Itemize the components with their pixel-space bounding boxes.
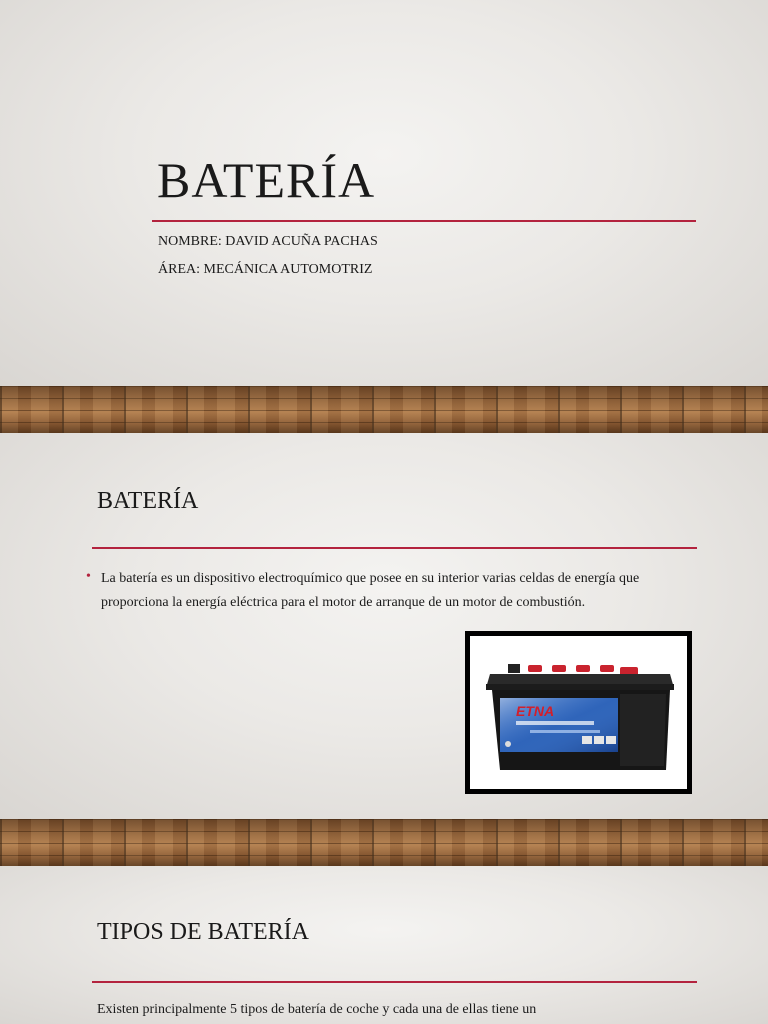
car-battery-illustration: [470, 636, 687, 789]
bullet-marker: •: [86, 569, 91, 584]
content-slide: [0, 866, 768, 1024]
slide-heading: BATERÍA: [97, 488, 199, 514]
content-slide: [0, 433, 768, 819]
battery-image: [465, 631, 692, 794]
title-slide: [0, 0, 768, 386]
bullet-text: La batería es un dispositivo electroquímico que posee en su interior varias celdas de energía que proporciona la energía eléctrica para el motor de arranque de un motor de combustión.: [101, 571, 640, 610]
battery-brand: ETNA: [516, 703, 555, 719]
heading-divider: [92, 981, 697, 983]
area-subtitle: ÁREA: MECÁNICA AUTOMOTRIZ: [158, 262, 373, 277]
paragraph-text: Existen principalmente 5 tipos de batería de coche y cada una de ellas tiene un: [97, 1002, 537, 1017]
wood-floor-divider: [0, 819, 768, 866]
title-divider: [152, 220, 696, 222]
wood-floor-divider: [0, 386, 768, 433]
slide-title: BATERÍA: [157, 152, 376, 208]
slide-heading: TIPOS DE BATERÍA: [97, 919, 310, 945]
heading-divider: [92, 547, 697, 549]
author-name: NOMBRE: DAVID ACUÑA PACHAS: [158, 234, 378, 249]
